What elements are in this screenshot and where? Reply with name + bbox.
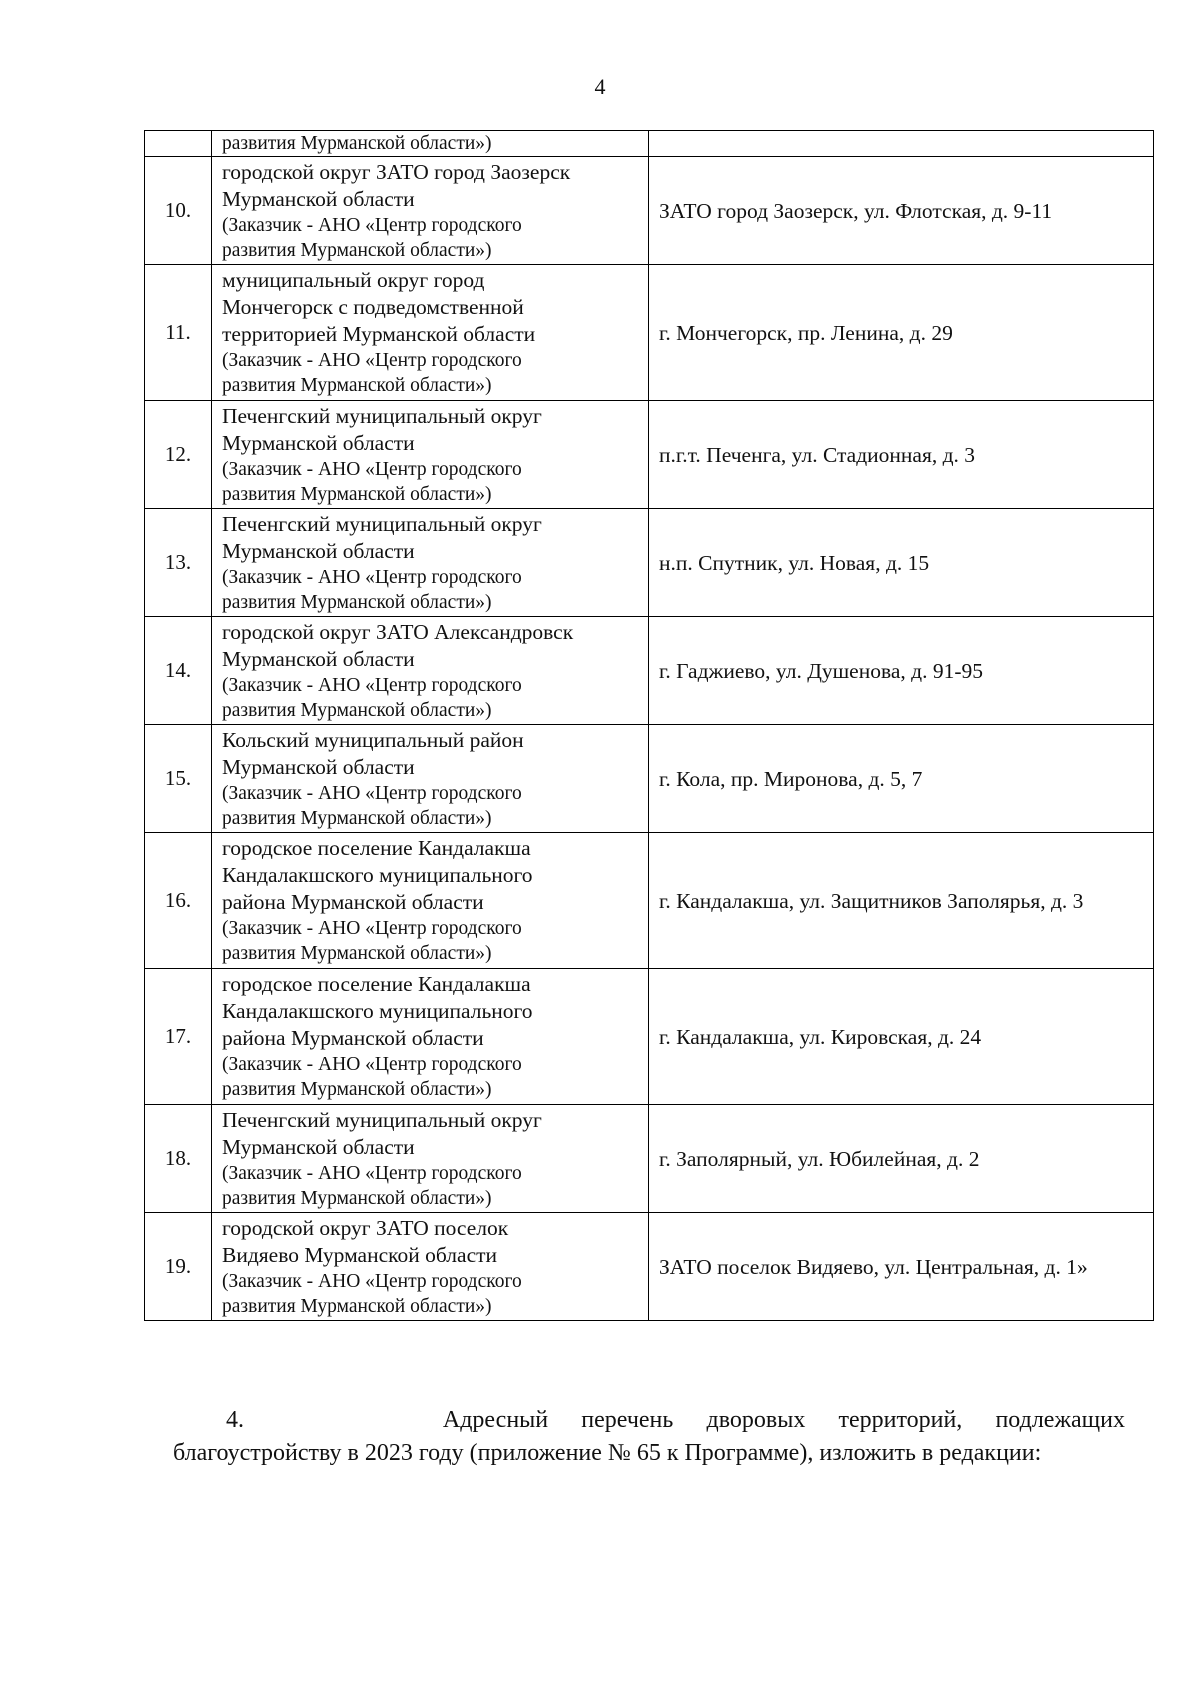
table-row: [145, 617, 1154, 725]
customer-line: развития Мурманской области»): [222, 1187, 492, 1209]
address-cell: п.г.т. Печенга, ул. Стадионная, д. 3: [649, 401, 1154, 509]
customer-line: развития Мурманской области»): [222, 699, 492, 721]
row-number-cell: 11.: [145, 265, 212, 401]
territory-cell: [212, 1105, 649, 1213]
address-cell: г. Кола, пр. Миронова, д. 5, 7: [649, 725, 1154, 833]
territory-cell: [212, 157, 649, 265]
territory-line: городской округ ЗАТО поселок: [222, 1215, 509, 1240]
territory-line: городское поселение Кандалакша: [222, 972, 531, 996]
territory-cell: [212, 401, 649, 509]
address-cell: [649, 131, 1154, 157]
table-row: [145, 725, 1154, 833]
customer-line: развития Мурманской области»): [222, 483, 492, 505]
customer-line: (Заказчик - АНО «Центр городского: [222, 214, 522, 236]
paragraph-number: 4.: [226, 1407, 244, 1433]
customer-line: развития Мурманской области»): [222, 943, 492, 964]
address-cell: г. Гаджиево, ул. Душенова, д. 91-95: [649, 617, 1154, 725]
territory-cell: [212, 131, 649, 157]
customer-line: (Заказчик - АНО «Центр городского: [222, 918, 522, 939]
customer-line: развития Мурманской области»): [222, 591, 492, 613]
customer-line: (Заказчик - АНО «Центр городского: [222, 566, 522, 588]
customer-line: (Заказчик - АНО «Центр городского: [222, 1162, 522, 1184]
row-number-cell: 13.: [145, 509, 212, 617]
territory-line: Видяево Мурманской области: [222, 1242, 498, 1267]
customer-line: развития Мурманской области»): [222, 1079, 492, 1100]
territory-line: Мурманской области: [222, 1134, 415, 1159]
address-cell: ЗАТО поселок Видяево, ул. Центральная, д. 1»: [649, 1213, 1154, 1321]
table-row: [145, 969, 1154, 1105]
territory-cell: [212, 509, 649, 617]
customer-line: (Заказчик - АНО «Центр городского: [222, 674, 522, 696]
paragraph-line1: Адресный перечень дворовых территорий, подлежащих: [442, 1407, 1126, 1433]
territory-cell: [212, 833, 649, 969]
territory-cell: [212, 725, 649, 833]
territory-line: Кольский муниципальный район: [222, 727, 524, 752]
row-number-cell: 19.: [145, 1213, 212, 1321]
territory-line: городское поселение Кандалакша: [222, 836, 531, 860]
customer-line: развития Мурманской области»): [222, 239, 492, 261]
territory-line: муниципальный округ город: [222, 268, 485, 292]
customer-text: развития Мурманской области»): [222, 133, 492, 154]
customer-line: (Заказчик - АНО «Центр городского: [222, 1270, 522, 1292]
territory-cell: [212, 969, 649, 1105]
territory-line: Мурманской области: [222, 646, 415, 671]
customer-line: (Заказчик - АНО «Центр городского: [222, 782, 522, 804]
table-row: [145, 401, 1154, 509]
address-table: [144, 130, 1154, 1321]
territory-line: Мурманской области: [222, 754, 415, 779]
territory-line: Печенгский муниципальный округ: [222, 403, 542, 428]
row-number-cell: 17.: [145, 969, 212, 1105]
customer-line: развития Мурманской области»): [222, 807, 492, 829]
territory-cell: [212, 1213, 649, 1321]
table-row: [145, 509, 1154, 617]
table-row: [145, 833, 1154, 969]
territory-line: территорией Мурманской области: [222, 322, 536, 346]
row-number-cell: 10.: [145, 157, 212, 265]
paragraph-item-4: [173, 1404, 1125, 1470]
territory-cell: [212, 265, 649, 401]
row-number-cell: 12.: [145, 401, 212, 509]
territory-line: Мончегорск с подведомственной: [222, 295, 524, 319]
customer-line: (Заказчик - АНО «Центр городского: [222, 350, 522, 371]
address-cell: г. Кандалакша, ул. Кировская, д. 24: [649, 969, 1154, 1105]
row-number-cell: [145, 131, 212, 157]
address-cell: г. Кандалакша, ул. Защитников Заполярья, д. 3: [649, 833, 1154, 969]
customer-line: (Заказчик - АНО «Центр городского: [222, 1054, 522, 1075]
table-row-continuation: [145, 131, 1154, 157]
address-cell: г. Заполярный, ул. Юбилейная, д. 2: [649, 1105, 1154, 1213]
table-row: [145, 1213, 1154, 1321]
territory-line: городской округ ЗАТО город Заозерск: [222, 159, 571, 184]
address-cell: ЗАТО город Заозерск, ул. Флотская, д. 9-11: [649, 157, 1154, 265]
address-cell: г. Мончегорск, пр. Ленина, д. 29: [649, 265, 1154, 401]
territory-line: Печенгский муниципальный округ: [222, 511, 542, 536]
row-number-cell: 14.: [145, 617, 212, 725]
customer-line: (Заказчик - АНО «Центр городского: [222, 458, 522, 480]
paragraph-rest: благоустройству в 2023 году (приложение № 65 к Программе), изложить в редакции:: [173, 1440, 1042, 1466]
page-number: 4: [594, 74, 606, 99]
table-row: [145, 265, 1154, 401]
customer-line: развития Мурманской области»): [222, 375, 492, 396]
customer-line: развития Мурманской области»): [222, 1295, 492, 1317]
territory-line: Мурманской области: [222, 430, 415, 455]
territory-line: городской округ ЗАТО Александровск: [222, 619, 574, 644]
territory-line: Мурманской области: [222, 186, 415, 211]
territory-line: района Мурманской области: [222, 890, 484, 914]
territory-line: Мурманской области: [222, 538, 415, 563]
territory-cell: [212, 617, 649, 725]
territory-line: Печенгский муниципальный округ: [222, 1107, 542, 1132]
row-number-cell: 15.: [145, 725, 212, 833]
table-row: [145, 157, 1154, 265]
paragraph-first-line: [173, 1404, 1125, 1437]
address-cell: н.п. Спутник, ул. Новая, д. 15: [649, 509, 1154, 617]
territory-line: Кандалакшского муниципального: [222, 863, 533, 887]
row-number-cell: 16.: [145, 833, 212, 969]
row-number-cell: 18.: [145, 1105, 212, 1213]
table-row: [145, 1105, 1154, 1213]
territory-line: района Мурманской области: [222, 1026, 484, 1050]
territory-line: Кандалакшского муниципального: [222, 999, 533, 1023]
